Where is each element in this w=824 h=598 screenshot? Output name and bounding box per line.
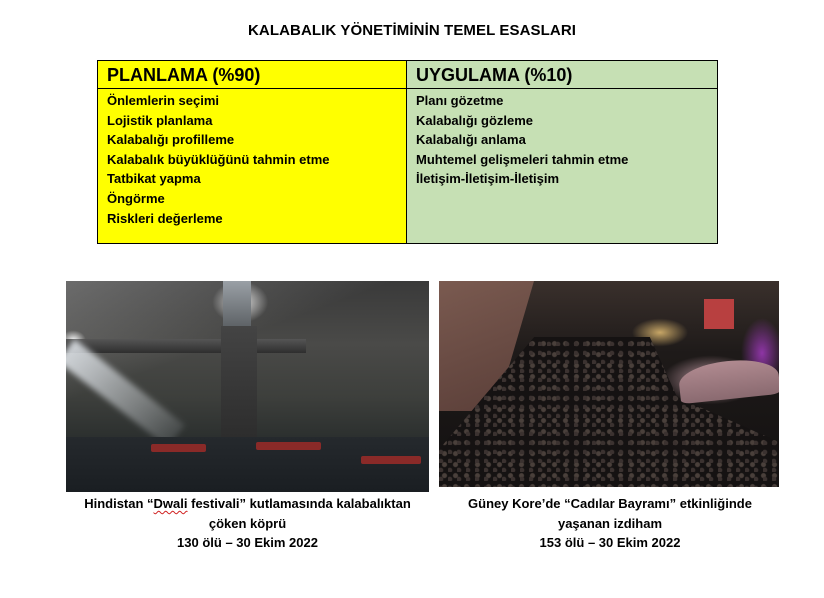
implementation-items bbox=[407, 89, 717, 189]
caption-line-1: Hindistan “Dwali festivali” kutlamasında kalabalıktan bbox=[84, 496, 411, 511]
implementation-item: Kalabalığı anlama bbox=[416, 132, 526, 148]
planning-item: Kalabalığı profilleme bbox=[107, 132, 235, 148]
crowd-management-table bbox=[97, 60, 718, 244]
planning-column bbox=[98, 61, 407, 243]
spellcheck-flagged-word: Dwali bbox=[153, 496, 188, 511]
planning-item: Önlemlerin seçimi bbox=[107, 93, 219, 108]
bridge-photo-caption bbox=[60, 494, 435, 553]
bridge-pillar bbox=[221, 326, 257, 446]
planning-item: Tatbikat yapma bbox=[107, 171, 201, 187]
searchlight-beam bbox=[66, 339, 185, 447]
implementation-item: Muhtemel gelişmeleri tahmin etme bbox=[416, 151, 629, 167]
bridge-collapse-photo bbox=[66, 281, 429, 492]
implementation-item: İletişim-İletişim-İletişim bbox=[416, 171, 560, 187]
implementation-item: Kalabalığı gözleme bbox=[416, 112, 534, 128]
caption-line-3: 153 ölü – 30 Ekim 2022 bbox=[539, 535, 681, 550]
red-awning bbox=[704, 299, 734, 329]
planning-item: Riskleri değerleme bbox=[107, 210, 223, 226]
rescue-boat bbox=[151, 444, 206, 452]
rescue-boat bbox=[361, 456, 421, 464]
caption-line-1: Güney Kore’de “Cadılar Bayramı” etkinliğinde bbox=[468, 496, 752, 511]
implementation-item: Planı gözetme bbox=[416, 93, 504, 108]
caption-line-2: yaşanan izdiham bbox=[557, 515, 663, 531]
crowd-photo-caption bbox=[440, 494, 780, 553]
planning-item: Kalabalık büyüklüğünü tahmin etme bbox=[107, 151, 330, 167]
caption-line-2: çöken köprü bbox=[208, 515, 287, 531]
bridge-deck bbox=[66, 339, 306, 353]
planning-item: Lojistik planlama bbox=[107, 112, 213, 128]
rescue-boat bbox=[256, 442, 321, 450]
implementation-column bbox=[407, 61, 717, 243]
river-water bbox=[66, 437, 429, 492]
planning-header: PLANLAMA (%90) bbox=[98, 61, 406, 89]
implementation-header: UYGULAMA (%10) bbox=[407, 61, 717, 89]
planning-items bbox=[98, 89, 406, 228]
planning-item: Öngörme bbox=[107, 190, 165, 206]
page-title: KALABALIK YÖNETİMİNİN TEMEL ESASLARI bbox=[247, 22, 577, 39]
umbrella bbox=[677, 356, 779, 404]
crowd-crush-photo bbox=[439, 281, 779, 487]
caption-line-3: 130 ölü – 30 Ekim 2022 bbox=[177, 535, 318, 550]
